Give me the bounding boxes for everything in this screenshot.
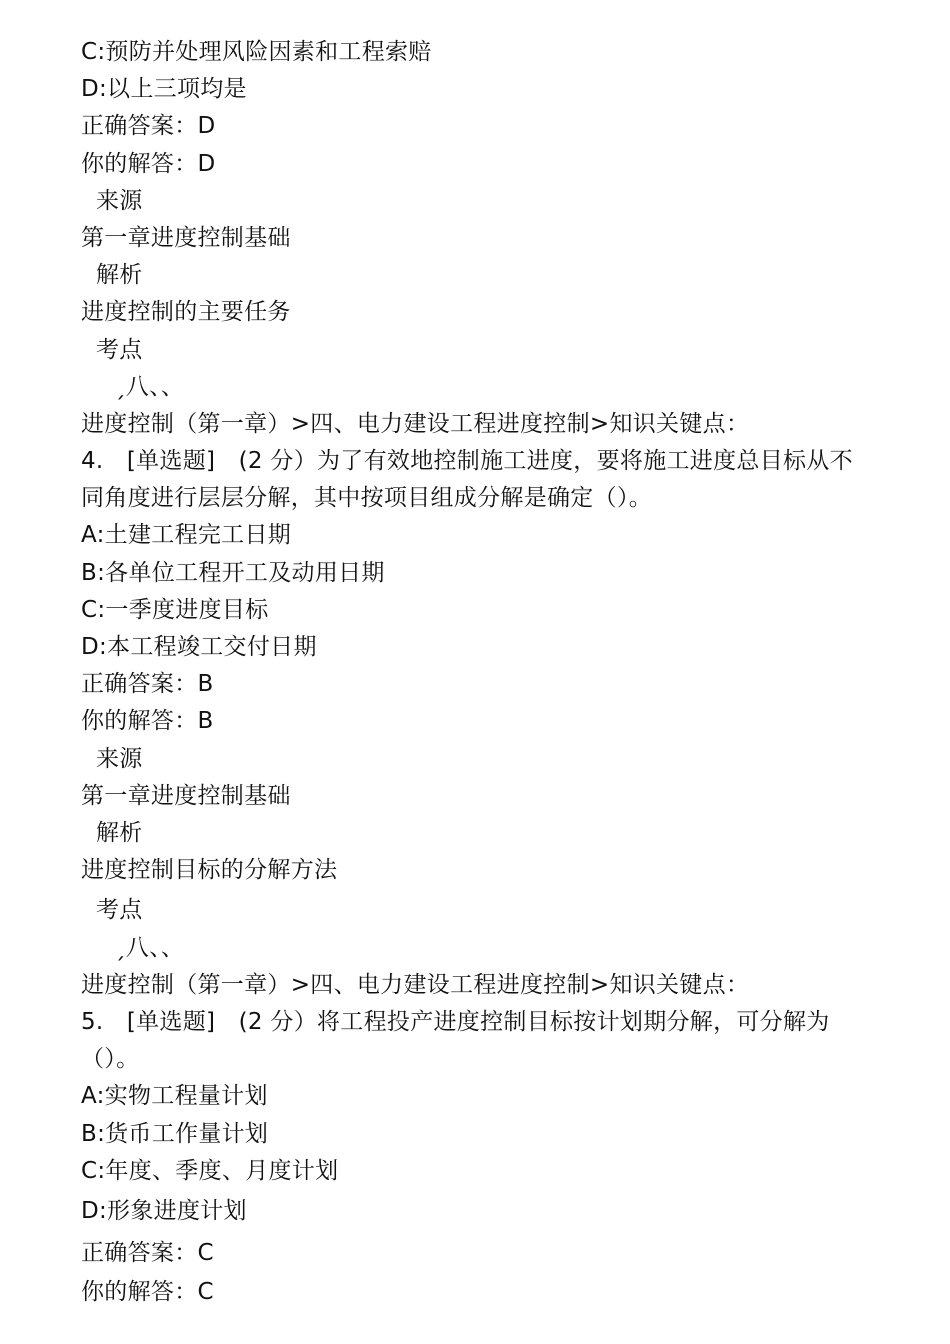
q4-source: 第一章进度控制基础 [81,782,291,809]
q5-option-a: A:实物工程量计划 [81,1083,268,1110]
q3-source: 第一章进度控制基础 [81,224,291,251]
q4-your-answer: 你的解答：B [81,708,214,735]
q4-analysis-label: 解析 [96,819,143,846]
q4-option-c: C:一季度进度目标 [81,596,269,623]
q4-keypoint-path: 进度控制（第一章）>四、电力建设工程进度控制>知识关键点： [81,971,750,998]
q5-question-text: 5. [单选题] (2 分）将工程投产进度控制目标按计划期分解，可分解为（）。 [81,1008,830,1073]
q3-keypoint-label: 考点 [96,336,143,363]
exam-review-page [81,34,881,1311]
q5-option-c: C:年度、季度、月度计划 [81,1157,339,1184]
q4-option-b: B:各单位工程开工及动用日期 [81,559,385,586]
q4-analysis: 进度控制目标的分解方法 [81,857,338,884]
q3-option-d: D:以上三项均是 [81,76,247,103]
q5-option-b: B:货币工作量计划 [81,1120,269,1147]
q4-keypoint-mark: ˏ八、、 [114,934,185,961]
q4-option-d: D:本工程竣工交付日期 [81,634,317,661]
q3-option-c: C:预防并处理风险因素和工程索赔 [81,39,432,65]
q3-analysis-label: 解析 [96,262,143,289]
q4-correct-answer: 正确答案：B [81,671,214,698]
q3-keypoint-path: 进度控制（第一章）>四、电力建设工程进度控制>知识关键点： [81,410,750,437]
q3-keypoint-mark: ‍ˏ八、、 [114,373,185,400]
q5-your-answer: 你的解答：C [81,1278,214,1305]
q3-analysis: 进度控制的主要任务 [81,299,291,326]
q4-keypoint-label: 考点 [96,897,143,924]
q3-your-answer: 你的解答：D [81,150,216,177]
q5-option-d: D:形象进度计划 [81,1197,247,1224]
q3-source-label: 来源 [96,187,143,214]
q4-source-label: 来源 [96,745,143,772]
q4-option-a: A:土建工程完工日期 [81,522,292,549]
q5-correct-answer: 正确答案：C [81,1239,214,1266]
q4-question-text: 4. [单选题] (2 分）为了有效地控制施工进度，要将施工进度总目标从不同角度进行层层分解，其中按项目组成分解是确定（）。 [81,448,853,512]
q3-correct-answer: 正确答案：D [81,113,216,140]
